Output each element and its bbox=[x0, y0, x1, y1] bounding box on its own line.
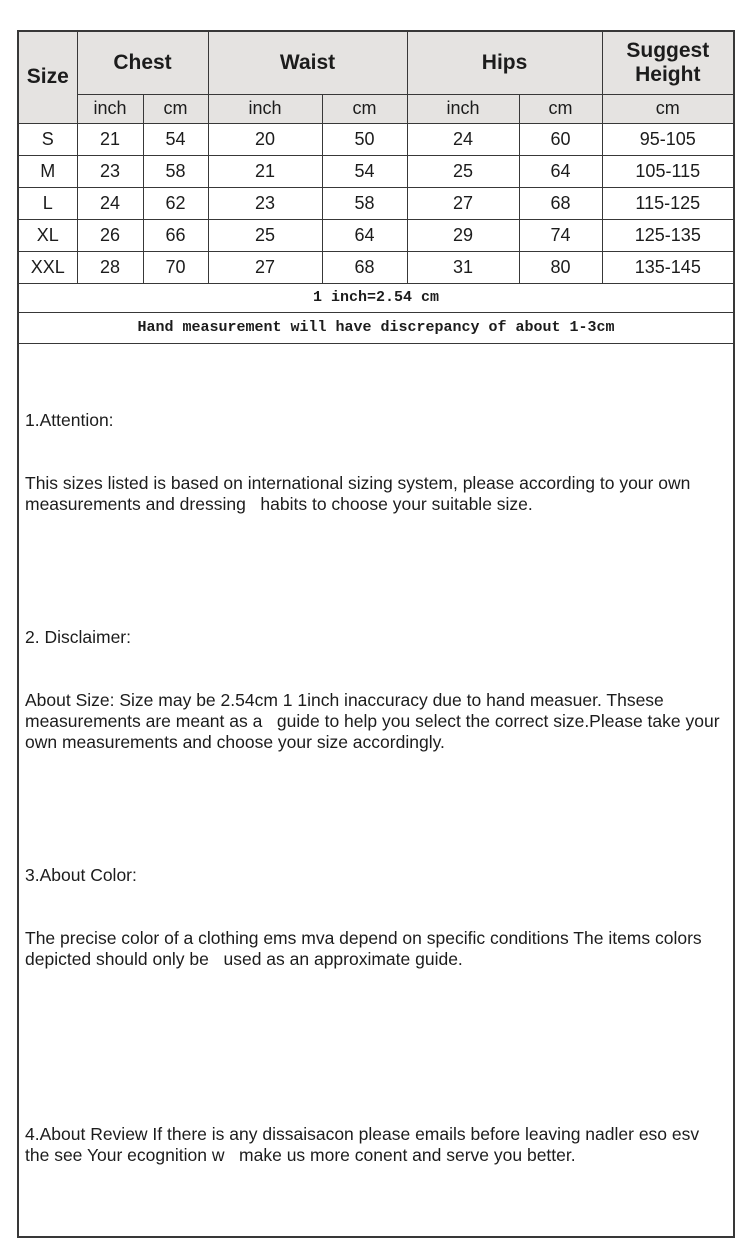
waist-cm-value: 58 bbox=[322, 187, 407, 219]
waist-cm-value: 50 bbox=[322, 123, 407, 155]
chest-cm-value: 62 bbox=[143, 187, 208, 219]
conversion-note-row bbox=[18, 283, 734, 312]
height-range-value: 95-105 bbox=[602, 123, 734, 155]
attention-body: This sizes listed is based on international sizing system, please according to your own measurements and dressing habits to choose your suitable size. bbox=[25, 472, 696, 514]
table-row-l bbox=[18, 187, 734, 219]
info-text-cell bbox=[18, 343, 734, 1237]
info-section-about-color bbox=[25, 823, 725, 1012]
unit-label: cm bbox=[143, 94, 208, 123]
hips-inch-value: 31 bbox=[407, 251, 519, 283]
about-color-heading: 3.About Color: bbox=[25, 864, 137, 885]
table-row-xxl bbox=[18, 251, 734, 283]
unit-label: inch bbox=[407, 94, 519, 123]
chest-cm-value: 58 bbox=[143, 155, 208, 187]
hips-inch-value: 25 bbox=[407, 155, 519, 187]
inch-conversion-note: 1 inch=2.54 cm bbox=[18, 283, 734, 312]
chest-inch-value: 26 bbox=[77, 219, 143, 251]
height-range-value: 105-115 bbox=[602, 155, 734, 187]
measurement-note-row bbox=[18, 312, 734, 343]
chest-cm-value: 66 bbox=[143, 219, 208, 251]
chest-inch-value: 24 bbox=[77, 187, 143, 219]
chest-inch-value: 28 bbox=[77, 251, 143, 283]
table-row-s bbox=[18, 123, 734, 155]
hips-cm-value: 68 bbox=[519, 187, 602, 219]
hips-inch-value: 27 bbox=[407, 187, 519, 219]
waist-inch-value: 21 bbox=[208, 155, 322, 187]
hips-cm-value: 64 bbox=[519, 155, 602, 187]
size-value: S bbox=[18, 123, 77, 155]
hips-cm-value: 74 bbox=[519, 219, 602, 251]
unit-label: inch bbox=[77, 94, 143, 123]
unit-label: inch bbox=[208, 94, 322, 123]
unit-label: cm bbox=[602, 94, 734, 123]
hips-group-header: Hips bbox=[407, 31, 602, 94]
info-section-about-review bbox=[25, 1040, 725, 1208]
hand-measurement-note: Hand measurement will have discrepancy of about 1-3cm bbox=[18, 312, 734, 343]
suggest-height-header: Suggest Height bbox=[602, 31, 734, 94]
waist-inch-value: 27 bbox=[208, 251, 322, 283]
about-review-body: 4.About Review If there is any dissaisacon please emails before leaving nadler eso esv the see Your ecognition w make us more conent and serve you better. bbox=[25, 1123, 705, 1165]
unit-label: cm bbox=[519, 94, 602, 123]
hips-inch-value: 29 bbox=[407, 219, 519, 251]
size-value: XL bbox=[18, 219, 77, 251]
info-section-disclaimer bbox=[25, 585, 725, 795]
height-range-value: 115-125 bbox=[602, 187, 734, 219]
table-row-m bbox=[18, 155, 734, 187]
waist-inch-value: 23 bbox=[208, 187, 322, 219]
size-value: L bbox=[18, 187, 77, 219]
chest-inch-value: 21 bbox=[77, 123, 143, 155]
chest-cm-value: 70 bbox=[143, 251, 208, 283]
size-chart-table bbox=[17, 30, 735, 1238]
chest-group-header: Chest bbox=[77, 31, 208, 94]
hips-cm-value: 80 bbox=[519, 251, 602, 283]
info-row bbox=[18, 343, 734, 1237]
waist-inch-value: 25 bbox=[208, 219, 322, 251]
hips-inch-value: 24 bbox=[407, 123, 519, 155]
size-value: XXL bbox=[18, 251, 77, 283]
header-group-row bbox=[18, 31, 734, 94]
chest-cm-value: 54 bbox=[143, 123, 208, 155]
waist-inch-value: 20 bbox=[208, 123, 322, 155]
about-color-body: The precise color of a clothing ems mva depend on specific conditions The items colors depicted should only be used as an approximate guide. bbox=[25, 927, 707, 969]
hips-cm-value: 60 bbox=[519, 123, 602, 155]
attention-heading: 1.Attention: bbox=[25, 409, 114, 430]
info-section-attention bbox=[25, 368, 725, 557]
height-range-value: 135-145 bbox=[602, 251, 734, 283]
disclaimer-body: About Size: Size may be 2.54cm 1 1inch inaccuracy due to hand measuer. Thsese measurements are meant as a guide to help you select the correct size.Please take your own measurements and choose your size accordingly. bbox=[25, 689, 725, 752]
header-units-row bbox=[18, 94, 734, 123]
disclaimer-heading: 2. Disclaimer: bbox=[25, 626, 131, 647]
waist-cm-value: 68 bbox=[322, 251, 407, 283]
unit-label: cm bbox=[322, 94, 407, 123]
table-row-xl bbox=[18, 219, 734, 251]
height-range-value: 125-135 bbox=[602, 219, 734, 251]
size-column-header: Size bbox=[18, 31, 77, 123]
waist-cm-value: 54 bbox=[322, 155, 407, 187]
waist-cm-value: 64 bbox=[322, 219, 407, 251]
size-value: M bbox=[18, 155, 77, 187]
chest-inch-value: 23 bbox=[77, 155, 143, 187]
waist-group-header: Waist bbox=[208, 31, 407, 94]
